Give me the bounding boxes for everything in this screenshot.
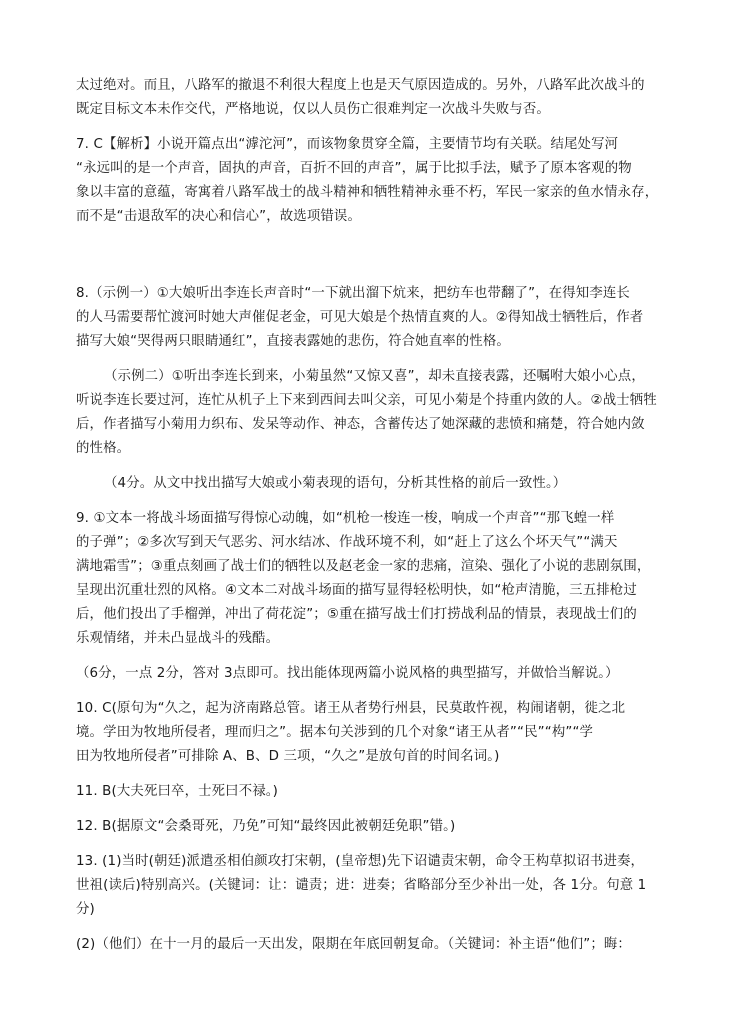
answer-13-line: 13. (1)当时(朝廷)派遣丞相伯颜攻打宋朝，(皇帝想)先下诏谴责宋朝，命令王构草拟诏书进奏， [76, 854, 645, 869]
text-line: 后，作者描写小菊用力织布、发呆等动作、神态，含蓄传达了她深藏的悲愤和痛楚，符合她内敛 [76, 417, 645, 432]
answer-8-line: 8.（示例一）①大娘听出李连长声音时“一下就出溜下炕来，把纺车也带翻了”，在得知李连长 [76, 286, 630, 301]
text-line: “永远叫的是一个声音，固执的声音，百折不回的声音”，属于比拟手法，赋予了原本客观的物 [76, 161, 632, 176]
example-two-line: （示例二）①听出李连长到来，小菊虽然“又惊又喜”，却未直接表露，还嘱咐大娘小心点， [104, 369, 645, 384]
text-line: 满地霜雪”；③重点刻画了战士们的牺牲以及赵老金一家的悲痛，渲染、强化了小说的悲剧氛围， [76, 559, 651, 574]
text-line: 太过绝对。而且，八路军的撤退不利很大程度上也是天气原因造成的。另外，八路军此次战斗的 [76, 78, 645, 93]
text-line: 乐观情绪，并未凸显战斗的残酷。 [76, 631, 280, 646]
text-line: 境。学田为牧地所侵者，理而归之”。据本句关涉到的几个对象“诸王从者”“民”“构”“学 [76, 725, 594, 740]
answer-9-line: 9. ①文本一将战斗场面描写得惊心动魄，如“机枪一梭连一梭，响成一个声音”“那飞蝗一样 [76, 511, 615, 526]
answer-10-line: 10. C(原句为“久之，起为济南路总管。诸王从者势行州县，民莫敢忤视，构闹诸朝，徙之北 [76, 701, 626, 716]
answer-7-line: 7. C【解析】小说开篇点出“滹沱河”，而该物象贯穿全篇，主要情节均有关联。结尾处写河 [76, 137, 619, 152]
text-line: 听说李连长要过河，连忙从机子上下来到西间去叫父亲，可见小菊是个持重内敛的人。②战士牺牲 [76, 393, 657, 408]
answer-11-line: 11. B(大夫死曰卒，士死曰不禄。) [76, 784, 279, 799]
answer-13-2-line: (2)（他们）在十一月的最后一天出发，限期在年底回朝复命。（关键词：补主语“他们”；晦： [76, 937, 631, 952]
answer-12-line: 12. B(据原文“会桑哥死，乃免”可知“最终因此被朝廷免职”错。) [76, 819, 456, 834]
text-line: 分) [76, 902, 95, 917]
scoring-note: （6分，一点 2分，答对 3点即可。找出能体现两篇小说风格的典型描写，并做恰当解说。） [76, 666, 619, 681]
text-line: 世祖(读后)特别高兴。(关键词：让：谴责；进：进奏；省略部分至少补出一处，各 1分。句意 1 [76, 878, 647, 893]
scoring-note: （4分。从文中找出描写大娘或小菊表现的语句，分析其性格的前后一致性。） [104, 476, 567, 491]
text-line: 的人马需要帮忙渡河时她大声催促老金，可见大娘是个热情直爽的人。②得知战士牺牲后，作者 [76, 310, 644, 325]
text-line: 后，他们投出了手榴弹，冲出了荷花淀”；⑤重在描写战士们打捞战利品的情景，表现战士们的 [76, 607, 637, 622]
text-line: 田为牧地所侵者”可排除 A、B、D 三项，“久之”是放句首的时间名词。) [76, 749, 500, 764]
text-line: 的子弹”；②多次写到天气恶劣、河水结冰、作战环境不利，如“赶上了这么个坏天气”“满天 [76, 535, 618, 550]
text-line: 而不是“击退敌军的决心和信心”，故选项错误。 [76, 209, 361, 224]
text-line: 呈现出沉重壮烈的风格。④文本二对战斗场面的描写显得轻松明快，如“枪声清脆，三五排枪过 [76, 583, 637, 598]
text-line: 的性格。 [76, 441, 131, 456]
text-line: 象以丰富的意蕴，寄寓着八路军战士的战斗精神和牺牲精神永垂不朽，军民一家亲的鱼水情永存， [76, 185, 659, 200]
text-line: 既定目标文本未作交代，严格地说，仅以人员伤亡很难判定一次战斗失败与否。 [76, 102, 550, 117]
text-line: 描写大娘“哭得两只眼睛通红”，直接表露她的悲伤，符合她直率的性格。 [76, 334, 510, 349]
